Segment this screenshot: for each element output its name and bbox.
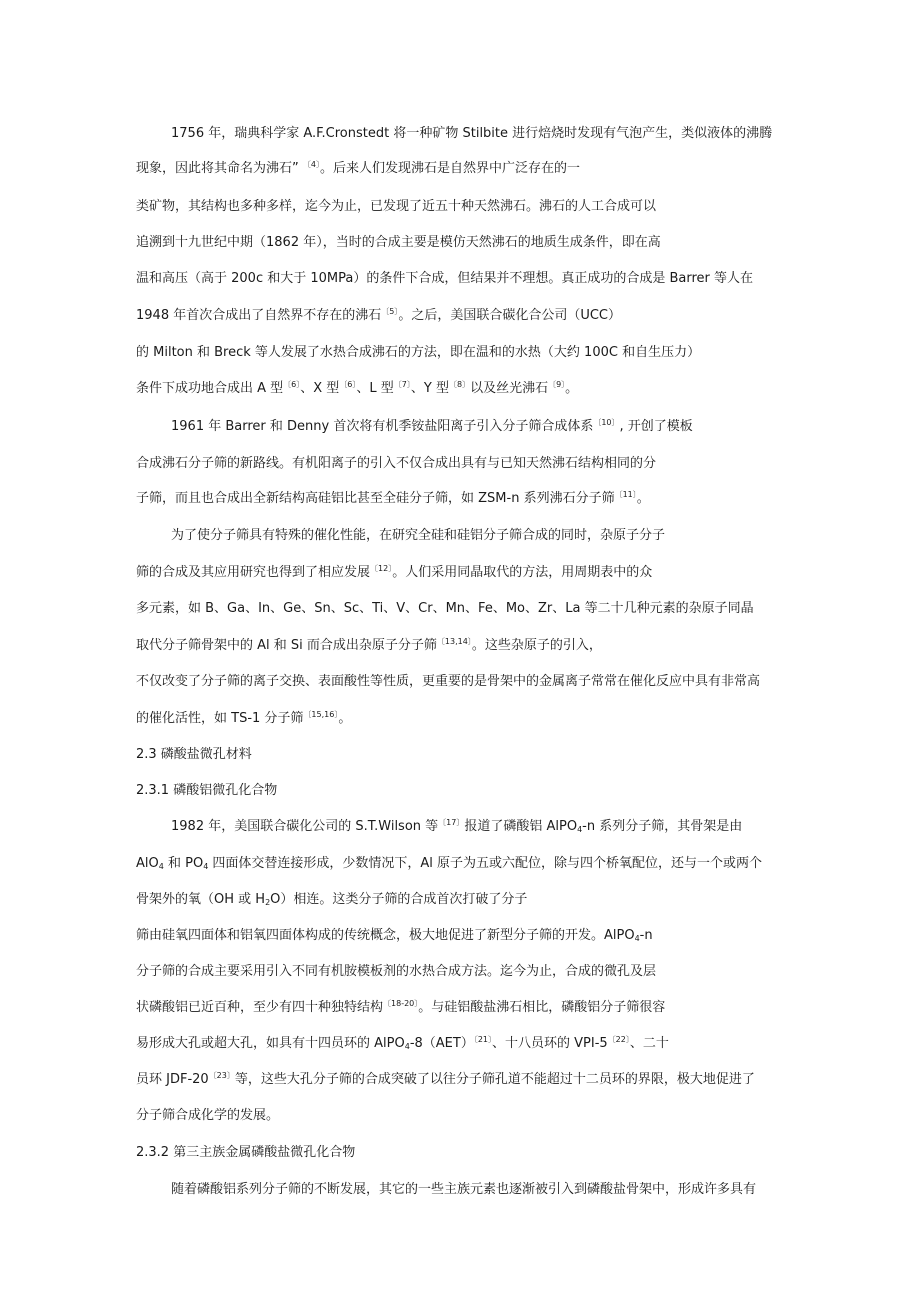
- text-line: 1756 年，瑞典科学家 A.F.Cronstedt 将一种矿物 Stilbite 进行焙烧时发现有气泡产生，类似液体的沸腾: [171, 126, 773, 141]
- text-line: 1948 年首次合成出了自然界不存在的沸石$^{〔5〕}$。之后，美国联合碳化合公司（UCC）: [136, 307, 621, 323]
- section-heading-2-3-1: 2.3.1 磷酸铝微孔化合物: [136, 783, 278, 798]
- section-heading-2-3-2: 2.3.2 第三主族金属磷酸盐微孔化合物: [136, 1145, 356, 1160]
- text-line: 多元素，如 B、Ga、In、Ge、Sn、Sc、Ti、V、Cr、Mn、Fe、Mo、Zr、La 等二十几种元素的杂原子同晶: [136, 601, 754, 616]
- text-line: 筛由硅氧四面体和铝氧四面体构成的传统概念，极大地促进了新型分子筛的开发。AlPO$_4$-n: [136, 928, 653, 943]
- text-line: AlO$_4$ 和 $PO_4$ 四面体交替连接形成，少数情况下，Al 原子为五或六配位，除与四个桥氧配位，还与一个或两个: [136, 856, 763, 871]
- text-line: 温和高压（高于 200c 和大于 10MPa）的条件下合成，但结果并不理想。真正成功的合成是 Barrer 等人在: [136, 271, 754, 286]
- text-line: 的 Milton 和 Breck 等人发展了水热合成沸石的方法，即在温和的水热（大约 100C 和自生压力）: [136, 345, 701, 360]
- text-line: 现象，因此将其命名为沸石” $^{〔4〕}$。后来人们发现沸石是自然界中广泛存在的一: [136, 160, 580, 176]
- text-line: 子筛，而且也合成出全新结构高硅铝比甚至全硅分子筛，如 ZSM-n 系列沸石分子筛$^{〔11〕}$。: [136, 490, 650, 506]
- text-line: 员环 JDF-$20^{〔23〕}$等，这些大孔分子筛的合成突破了以往分子筛孔道不能超过十二员环的界限，极大地促进了: [136, 1071, 755, 1087]
- text-line: 筛的合成及其应用研究也得到了相应发展$^{〔12〕}$。人们采用同晶取代的方法，用周期表中的众: [136, 564, 653, 580]
- section-heading-2-3: 2.3 磷酸盐微孔材料: [136, 747, 252, 762]
- text-line: 状磷酸铝已近百种，至少有四十种独特结构$^{〔18-20〕}$。与硅铝酸盐沸石相比，磷酸铝分子筛很容: [136, 999, 666, 1015]
- text-line: 的催化活性，如 TS-1 分子筛$^{〔15,16〕}$。: [136, 710, 352, 726]
- text-line: 分子筛合成化学的发展。: [136, 1108, 280, 1123]
- text-line: 骨架外的氧（OH 或 $H_2O$）相连。这类分子筛的合成首次打破了分子: [136, 892, 528, 907]
- text-line: 1961 年 Barrer 和 Denny 首次将有机季铵盐阳离子引入分子筛合成体系$^{〔10〕}$, 开创了模板: [171, 418, 693, 434]
- text-line: 合成沸石分子筛的新路线。有机阳离子的引入不仅合成出具有与已知天然沸石结构相同的分: [136, 456, 657, 471]
- text-line: 条件下成功地合成出 A 型$^{〔6〕}$、X 型$^{〔6〕}$、L 型$^{〔7〕}$、Y 型$^{〔8〕}$以及丝光沸石$^{〔9〕}$。: [136, 380, 579, 396]
- text-line: 类矿物，其结构也多种多样，迄今为止，已发现了近五十种天然沸石。沸石的人工合成可以: [136, 199, 657, 214]
- text-line: 追溯到十九世纪中期（1862 年），当时的合成主要是模仿天然沸石的地质生成条件，即在高: [136, 235, 661, 250]
- text-line: 随着磷酸铝系列分子筛的不断发展，其它的一些主族元素也逐渐被引入到磷酸盐骨架中，形成许多具有: [171, 1182, 757, 1197]
- text-line: 易形成大孔或超大孔，如具有十四员环的 AlPO$_4$-8（AET）$^{〔21〕}$、十八员环的 VPI-$5^{〔22〕}$、二十: [136, 1035, 669, 1051]
- text-line: 1982 年，美国联合碳化公司的 S.T.Wilson 等$^{〔17〕}$报道了磷酸铝 AlPO$_4$-n 系列分子筛，其骨架是由: [171, 818, 743, 834]
- text-line: 为了使分子筛具有特殊的催化性能，在研究全硅和硅铝分子筛合成的同时，杂原子分子: [171, 528, 666, 543]
- text-line: 取代分子筛骨架中的 Al 和 Si 而合成出杂原子分子筛$^{〔13,14〕}$。这些杂原子的引入，: [136, 637, 602, 653]
- text-line: 分子筛的合成主要采用引入不同有机胺模板剂的水热合成方法。迄今为止，合成的微孔及层: [136, 964, 657, 979]
- text-line: 不仅改变了分子筛的离子交换、表面酸性等性质，更重要的是骨架中的金属离子常常在催化反应中具有非常高: [136, 674, 761, 689]
